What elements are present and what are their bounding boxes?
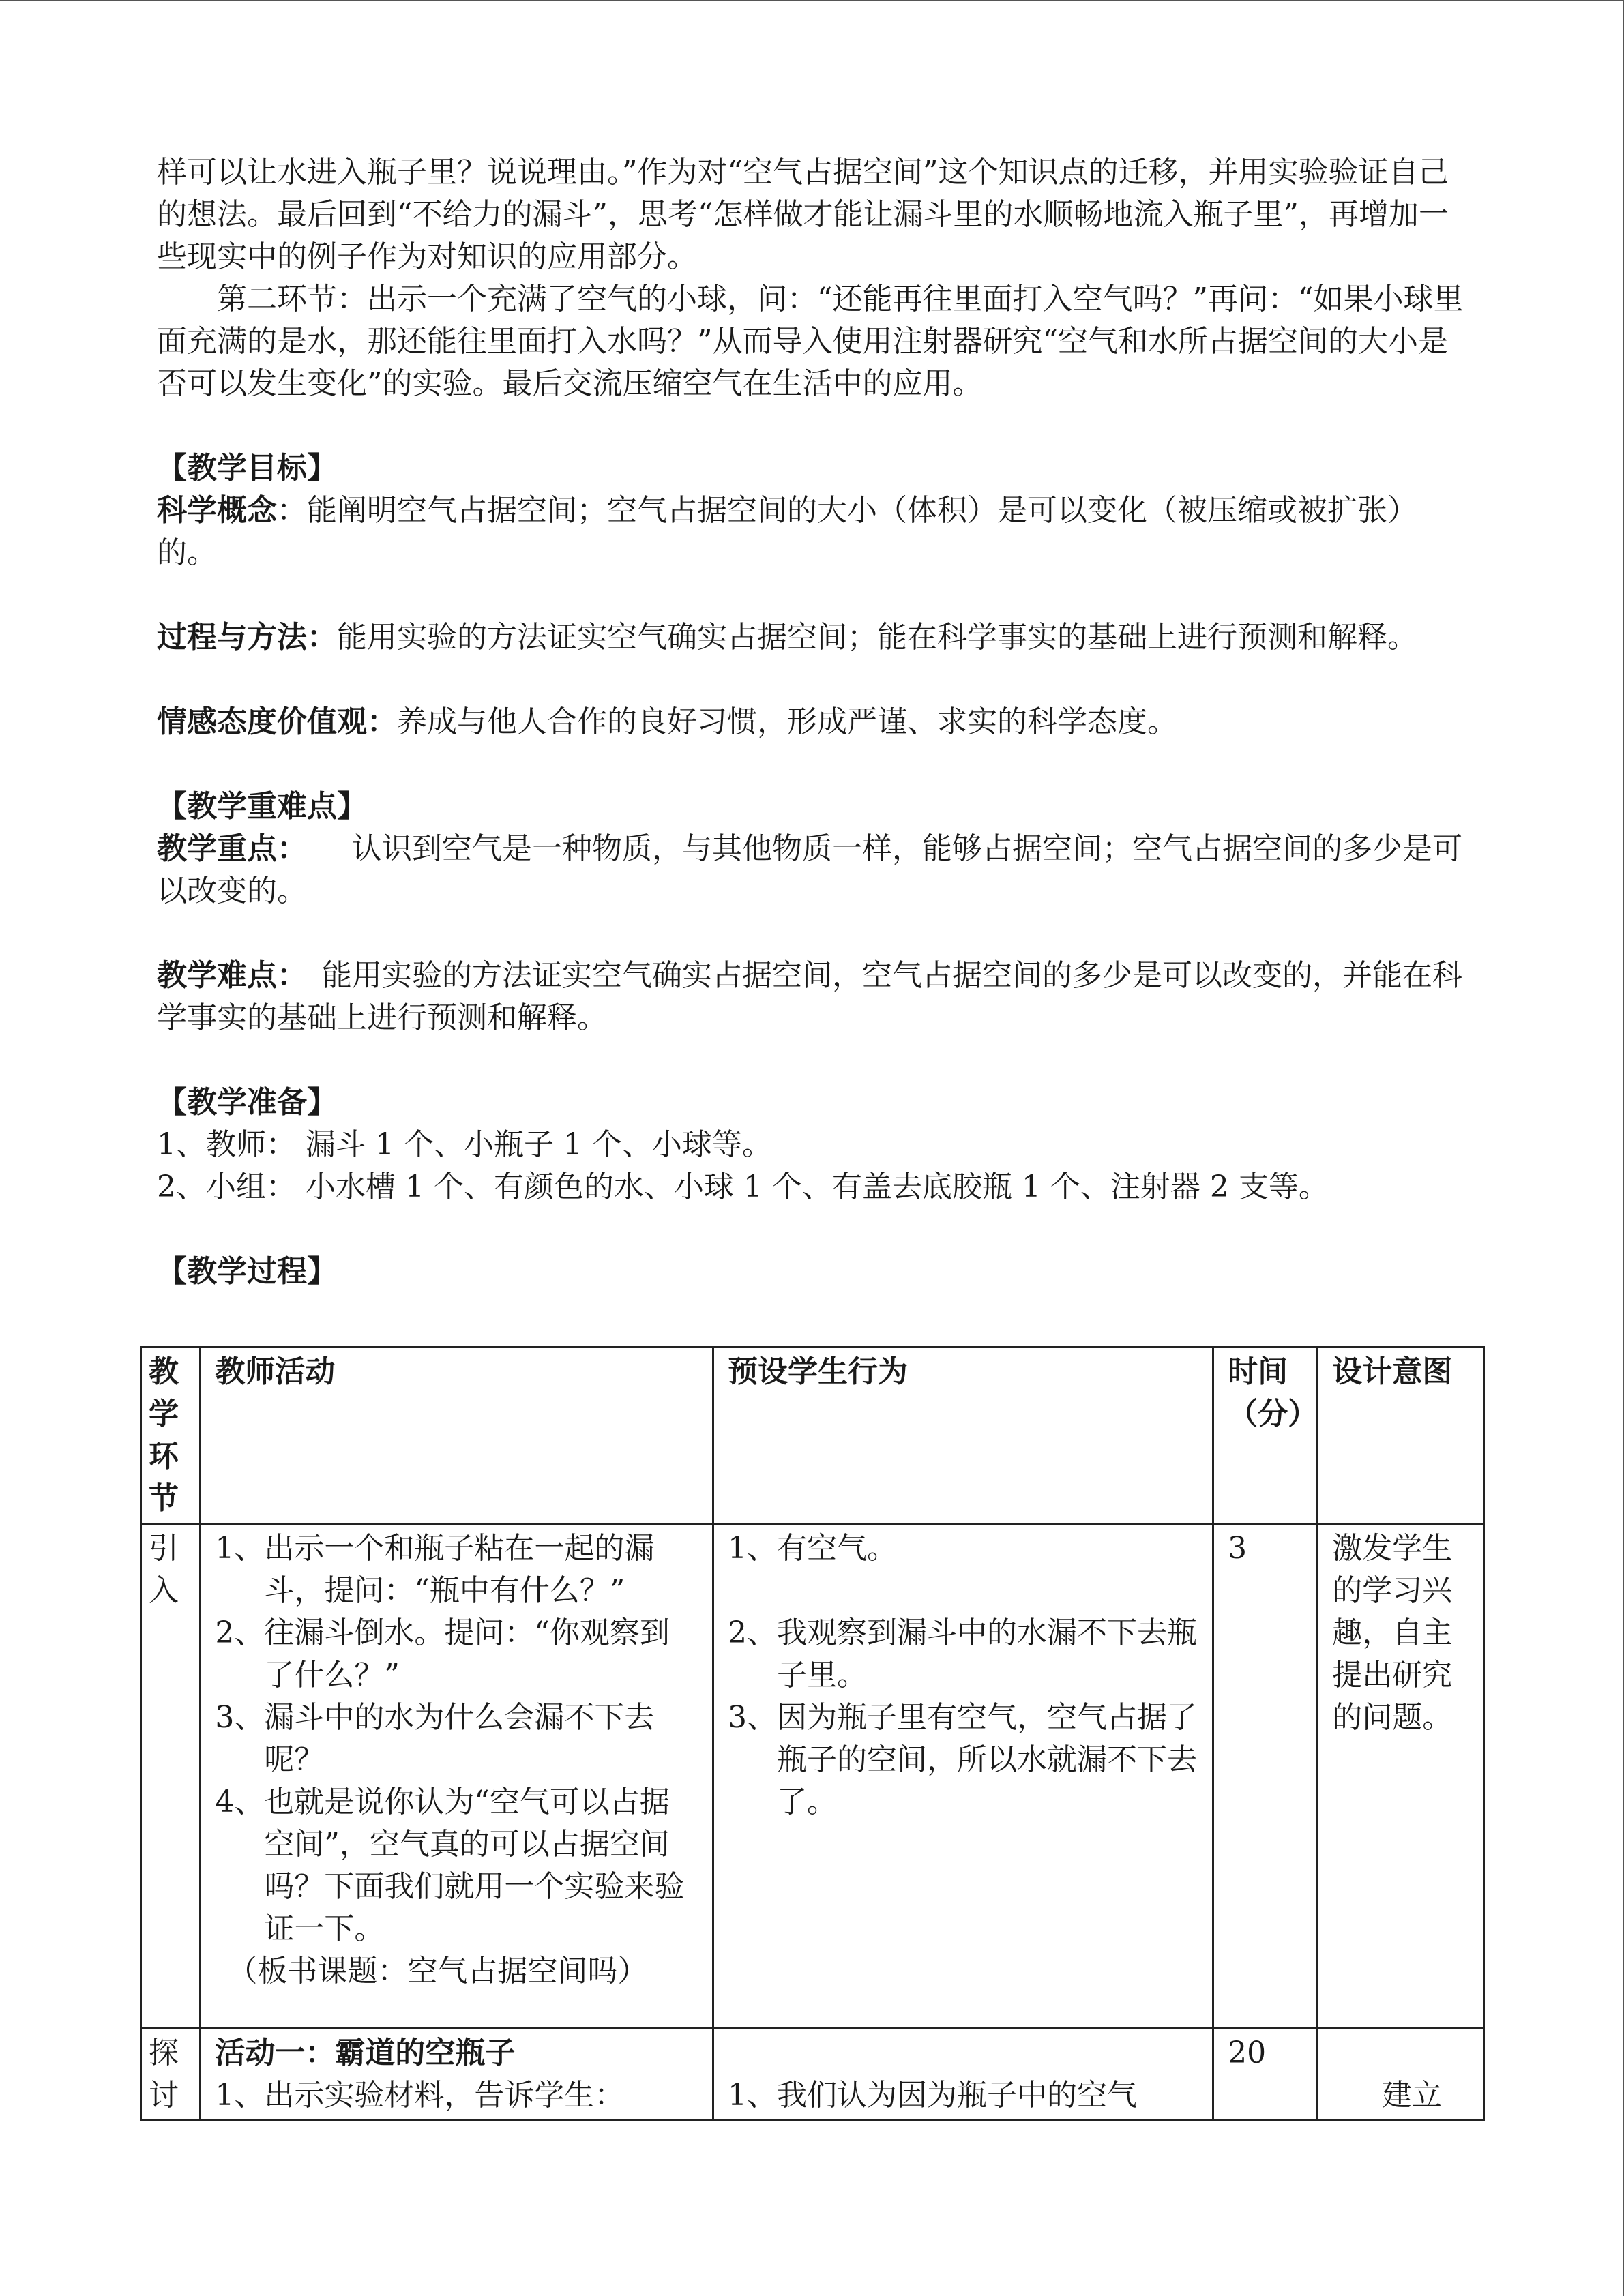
cell-time: 3 [1213, 1524, 1318, 2029]
header-intent: 设计意图 [1318, 1347, 1484, 1524]
objective-concept-text: ：能阐明空气占据空间；空气占据空间的大小（体积）是可以变化（被压缩或被扩张）的。 [157, 493, 1417, 570]
teacher-board-note: （板书课题：空气占据空间吗） [227, 1954, 648, 1988]
preparation-item-2: 2、小组： 小水槽 1 个、有颜色的水、小球 1 个、有盖去底胶瓶 1 个、注射器 2 支等。 [157, 1169, 1329, 1204]
intro-paragraph-1: 样可以让水进入瓶子里？说说理由。”作为对“空气占据空间”这个知识点的迁移，并用实验验证自己的想法。最后回到“不给力的漏斗”，思考“怎样做才能让漏斗里的水顺畅地流入瓶子里”，再增加一些现实中的例子作为对知识的应用部分。 [157, 155, 1449, 274]
key-point-difficulty-label: 教学难点： [157, 958, 307, 993]
objectives-heading: 【教学目标】 [157, 451, 337, 486]
process-heading: 【教学过程】 [157, 1254, 337, 1289]
activity-title: 活动一：霸道的空瓶子 [215, 2036, 516, 2070]
key-point-difficulty [157, 955, 1466, 1039]
cell-stage: 探讨 [141, 2029, 201, 2121]
objective-concept-label: 科学概念 [157, 493, 277, 528]
list-item: 3、因为瓶子里有空气，空气占据了瓶子的空间，所以水就漏不下去了。 [728, 1700, 1197, 1819]
list-item: 4、也就是说你认为“空气可以占据空间”，空气真的可以占据空间吗？下面我们就用一个实验来验证一下。 [215, 1785, 685, 1946]
objective-process-text: 能用实验的方法证实空气确实占据空间；能在科学事实的基础上进行预测和解释。 [337, 620, 1417, 655]
intent-text: 建立 [1382, 2078, 1442, 2113]
list-item: 1、出示一个和瓶子粘在一起的漏斗，提问：“瓶中有什么？” [215, 1531, 655, 1608]
list-item: 2、我观察到漏斗中的水漏不下去瓶子里。 [728, 1615, 1197, 1693]
header-time: 时间（分） [1213, 1347, 1318, 1524]
list-item: 2、往漏斗倒水。提问：“你观察到了什么？” [215, 1615, 670, 1693]
cell-intent [1318, 2029, 1484, 2121]
cell-stage: 引入 [141, 1524, 201, 2029]
lesson-process-table [140, 1346, 1485, 2121]
list-item: 1、我们认为因为瓶子中的空气 [728, 2078, 1137, 2113]
key-point-focus [157, 828, 1466, 912]
table-header-row [141, 1347, 1484, 1524]
preparation-item-1: 1、教师： 漏斗 1 个、小瓶子 1 个、小球等。 [157, 1127, 772, 1162]
lesson-process-table-wrapper [140, 1346, 1485, 2121]
header-student: 预设学生行为 [713, 1347, 1213, 1524]
cell-intent: 激发学生的学习兴趣，自主提出研究的问题。 [1318, 1524, 1484, 2029]
table-row [141, 1524, 1484, 2029]
header-stage: 教学环节 [141, 1347, 201, 1524]
cell-teacher [201, 1524, 713, 2029]
cell-time: 20 [1213, 2029, 1318, 2121]
cell-student [713, 1524, 1213, 2029]
cell-teacher [201, 2029, 713, 2121]
list-item: 1、出示实验材料，告诉学生： [215, 2078, 625, 2113]
objective-concept [157, 490, 1466, 574]
objective-process [157, 616, 1466, 659]
table-row [141, 2029, 1484, 2121]
list-item: 3、漏斗中的水为什么会漏不下去呢？ [215, 1700, 655, 1777]
key-point-difficulty-text: 能用实验的方法证实空气确实占据空间，空气占据空间的多少是可以改变的，并能在科学事实的基础上进行预测和解释。 [157, 958, 1462, 1035]
document-body [157, 151, 1466, 1293]
key-point-focus-label: 教学重点： [157, 831, 307, 866]
cell-student [713, 2029, 1213, 2121]
intro-paragraph-2: 第二环节：出示一个充满了空气的小球，问：“还能再往里面打入空气吗？”再问：“如果小球里面充满的是水，那还能往里面打入水吗？”从而导入使用注射器研究“空气和水所占据空间的大小是否可以发生变化”的实验。最后交流压缩空气在生活中的应用。 [157, 282, 1464, 401]
objective-attitude [157, 701, 1466, 743]
objective-process-label: 过程与方法： [157, 620, 337, 655]
preparation-heading: 【教学准备】 [157, 1085, 337, 1120]
list-item: 1、有空气。 [728, 1531, 897, 1566]
header-teacher: 教师活动 [201, 1347, 713, 1524]
page-top-border [0, 0, 1624, 1]
objective-attitude-label: 情感态度价值观： [157, 704, 397, 739]
objective-attitude-text: 养成与他人合作的良好习惯，形成严谨、求实的科学态度。 [397, 704, 1177, 739]
key-point-focus-text: 认识到空气是一种物质，与其他物质一样，能够占据空间；空气占据空间的多少是可以改变的。 [157, 831, 1462, 908]
key-points-heading: 【教学重难点】 [157, 789, 367, 824]
